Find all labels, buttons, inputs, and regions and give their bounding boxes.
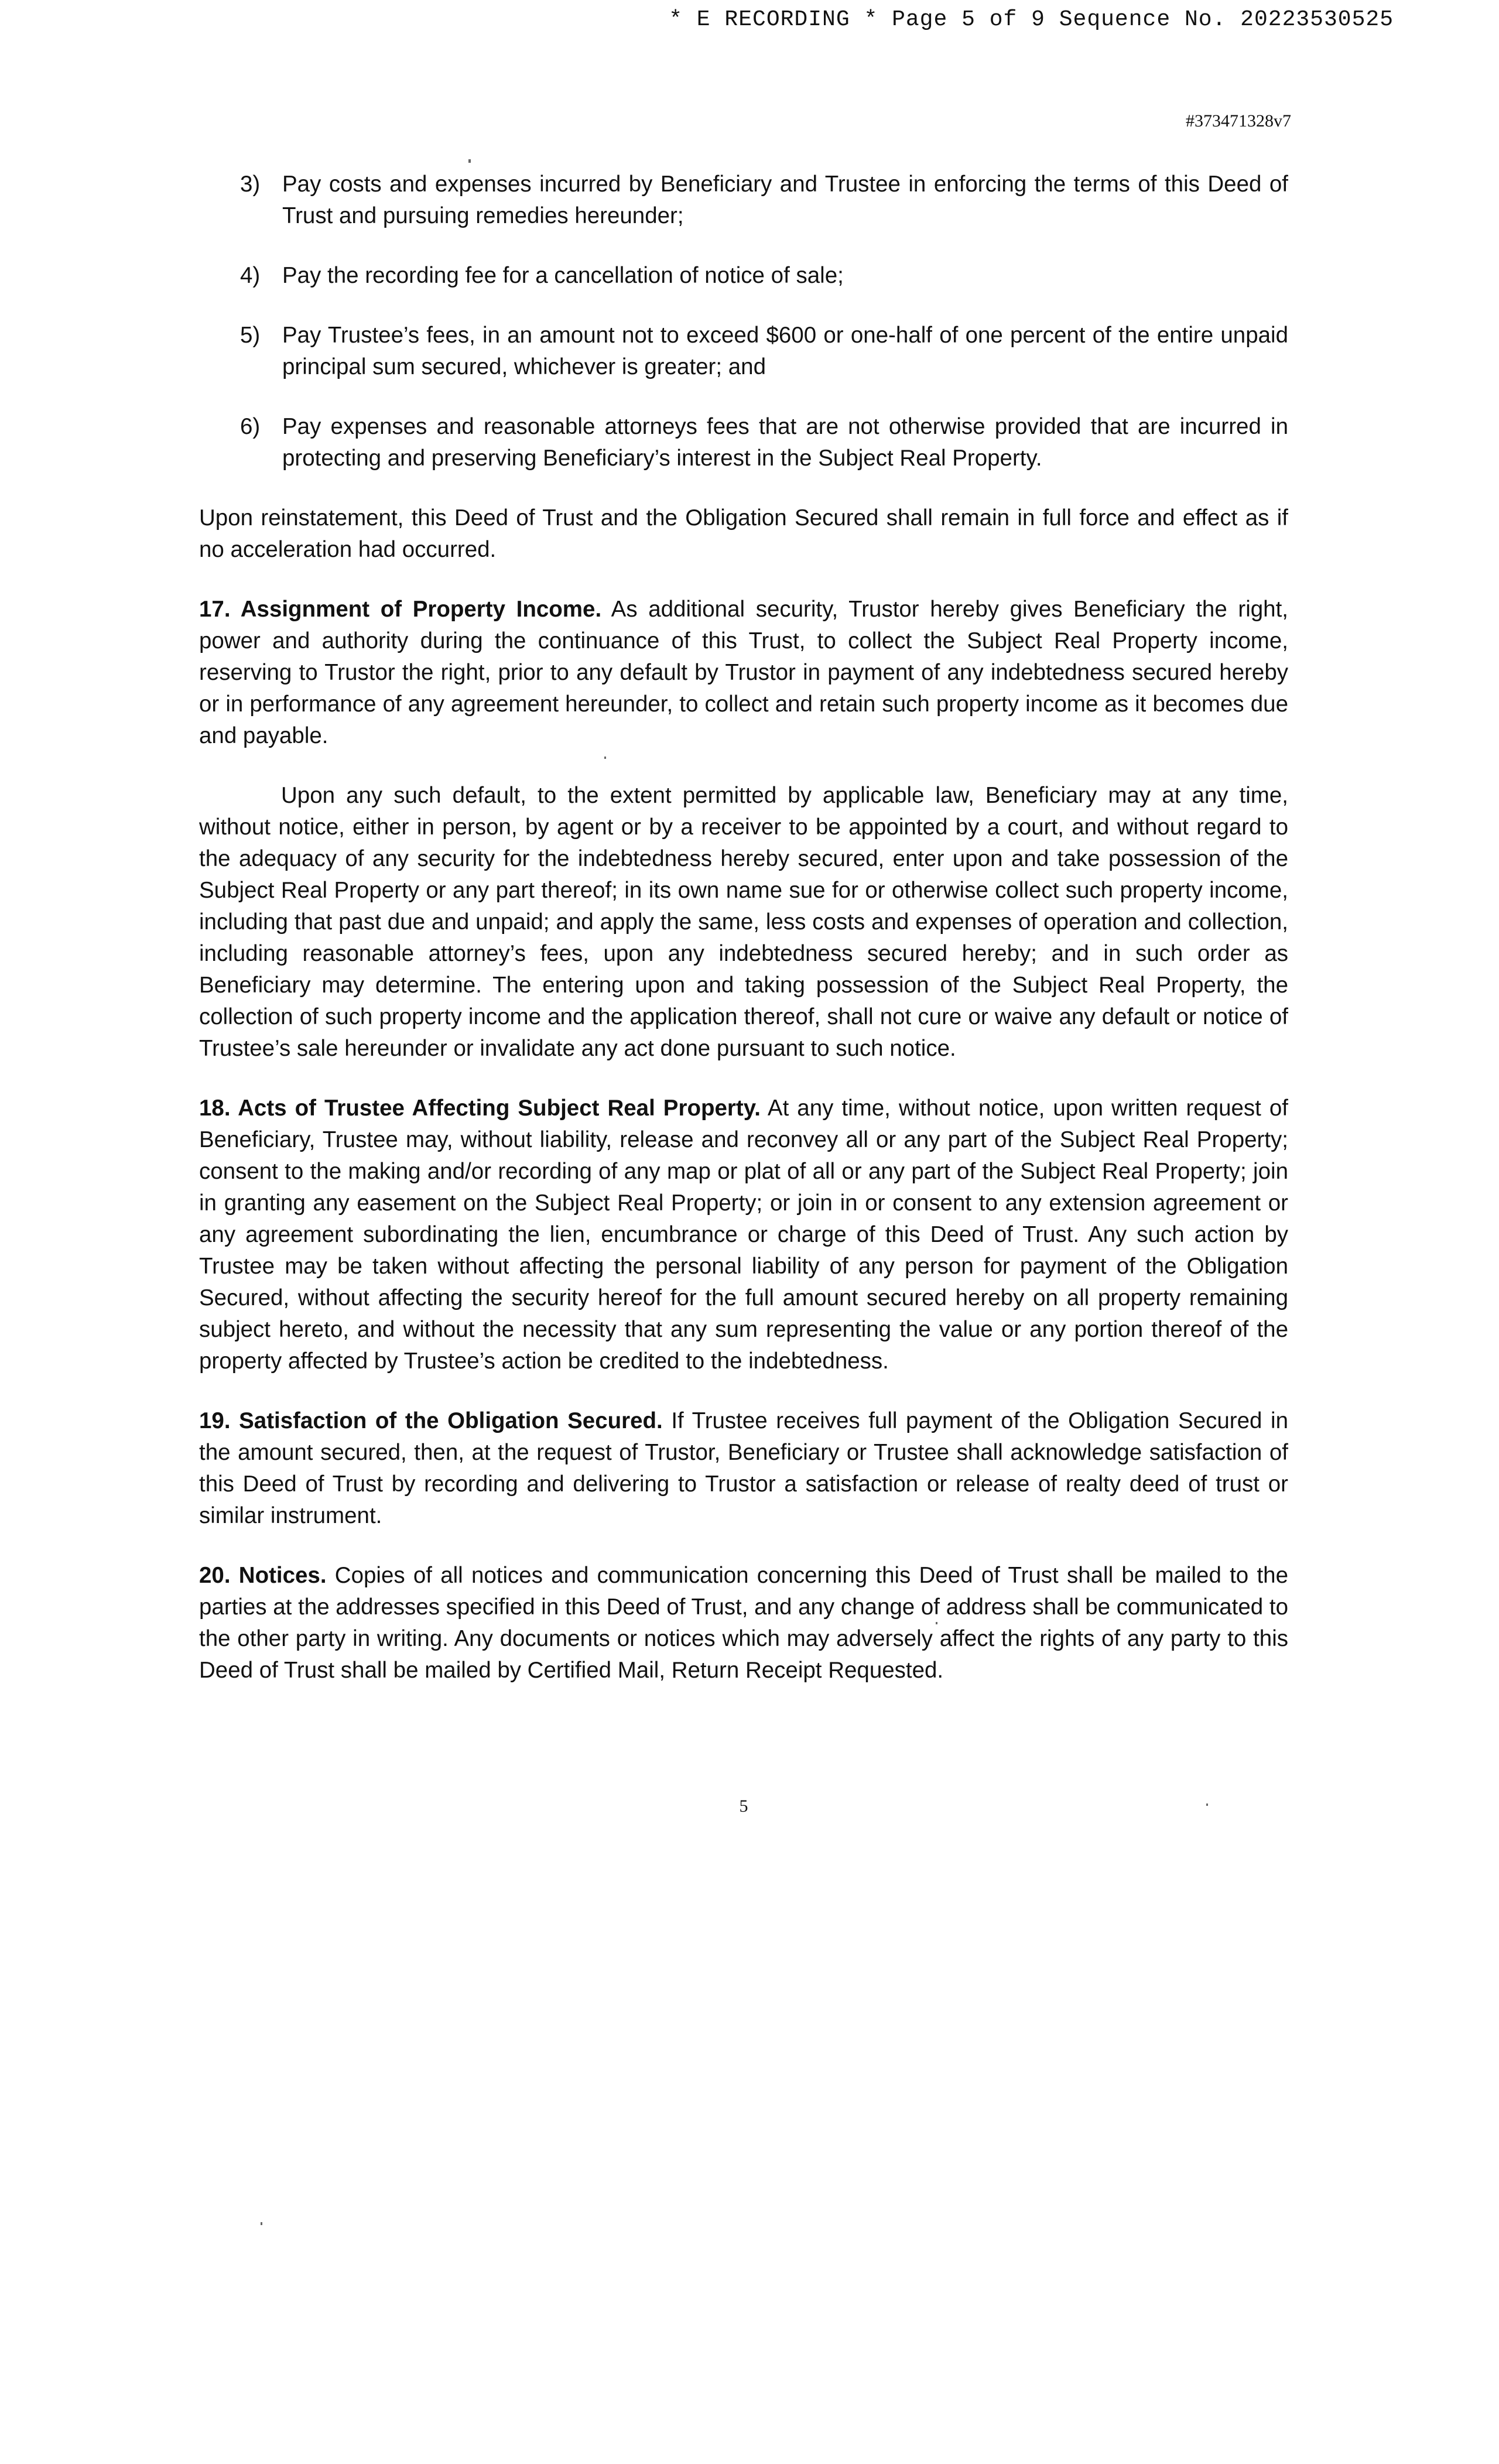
- section-17-heading: 17. Assignment of Property Income.: [199, 597, 602, 622]
- section-20-body: Copies of all notices and communication concerning this Deed of Trust shall be mailed to the parties at the addresses specified in this Deed of Trust, and any change of address shall be communicated to the other party in writing. Any documents or notices which may adversely affect the rights of any party to this Deed of Trust shall be mailed by Certified Mail, Return Receipt Requested.: [199, 1563, 1288, 1683]
- list-item-text: Pay Trustee’s fees, in an amount not to exceed $600 or one-half of one percent of the entire unpaid principal sum secured, whichever is greater; and: [282, 323, 1288, 379]
- list-item-text: Pay expenses and reasonable attorneys fees that are not otherwise provided that are incurred in protecting and preserving Beneficiary’s interest in the Subject Real Property.: [282, 414, 1288, 471]
- list-item: [240, 169, 1288, 232]
- list-item-number: 5): [240, 323, 261, 348]
- section-18-paragraph: [199, 1093, 1288, 1377]
- list-item-number: 4): [240, 263, 261, 288]
- scan-speck: [261, 2222, 262, 2225]
- section-19-body: If Trustee receives full payment of the Obligation Secured in the amount secured, then, at the request of Trustor, Beneficiary or Trustee shall acknowledge satisfaction of this Deed of Trust by recording and delivering to Trustor a satisfaction or release of realty deed of trust or similar instrument.: [199, 1408, 1288, 1528]
- reinstatement-paragraph: Upon reinstatement, this Deed of Trust and the Obligation Secured shall remain in full force and effect as if no acceleration had occurred.: [199, 505, 1288, 562]
- section-20-paragraph: [199, 1560, 1288, 1686]
- list-item-number: 6): [240, 414, 261, 439]
- scan-speck: [468, 159, 471, 163]
- list-item: [240, 411, 1288, 474]
- list-item-text: Pay the recording fee for a cancellation of notice of sale;: [282, 263, 844, 288]
- section-18-body: At any time, without notice, upon written request of Beneficiary, Trustee may, without liability, release and reconvey all or any part of the Subject Real Property; consent to the making and/or recording of any map or plat of all or any part of the Subject Real Property; join in granting any easement on the Subject Real Property; or join in or consent to any extension agreement or any agreement subordinating the lien, encumbrance or charge of this Deed of Trust. Any such action by Trustee may be taken without affecting the personal liability of any person for payment of the Obligation Secured, without affecting the security hereof for the full amount secured hereby on all property remaining subject hereto, and without the necessity that any sum representing the value or any portion thereof of the property affected by Trustee’s action be credited to the indebtedness.: [199, 1096, 1288, 1374]
- section-17-paragraph: [199, 594, 1288, 752]
- section-17-continuation: Upon any such default, to the extent permitted by applicable law, Beneficiary may at any time, without notice, either in person, by agent or by a receiver to be appointed by a court, and without regard to the adequacy of any security for the indebtedness hereby secured, enter upon and take possession of the Subject Real Property or any part thereof; in its own name sue for or otherwise collect such property income, including that past due and unpaid; and apply the same, less costs and expenses of operation and collection, including reasonable attorney’s fees, upon any indebtedness secured hereby; and in such order as Beneficiary may determine. The entering upon and taking possession of the Subject Real Property, the collection of such property income and the application thereof, shall not cure or waive any default or notice of Trustee’s sale hereunder or invalidate any act done pursuant to such notice.: [199, 783, 1288, 1061]
- section-18-heading: 18. Acts of Trustee Affecting Subject Real Property.: [199, 1096, 761, 1121]
- scan-speck: [936, 1622, 937, 1624]
- scan-speck: [604, 757, 606, 759]
- list-item-number: 3): [240, 172, 261, 197]
- document-body: [199, 169, 1288, 1714]
- recording-stamp: * E RECORDING * Page 5 of 9 Sequence No. 20223530525: [669, 7, 1394, 32]
- section-17-body: As additional security, Trustor hereby gives Beneficiary the right, power and authority during the continuance of this Trust, to collect the Subject Real Property income, reserving to Trustor the right, prior to any default by Trustor in payment of any indebtedness secured hereby or in performance of any agreement hereunder, to collect and retain such property income as it becomes due and payable.: [199, 597, 1288, 748]
- section-19-heading: 19. Satisfaction of the Obligation Secured.: [199, 1408, 663, 1433]
- list-item: [240, 260, 1288, 292]
- section-19-paragraph: [199, 1405, 1288, 1532]
- document-id: #373471328v7: [1186, 111, 1291, 131]
- list-item: [240, 320, 1288, 383]
- section-20-heading: 20. Notices.: [199, 1563, 327, 1588]
- scan-speck: [1206, 1803, 1208, 1806]
- page-number: 5: [739, 1796, 748, 1816]
- list-item-text: Pay costs and expenses incurred by Beneficiary and Trustee in enforcing the terms of this Deed of Trust and pursuing remedies hereunder;: [282, 172, 1288, 228]
